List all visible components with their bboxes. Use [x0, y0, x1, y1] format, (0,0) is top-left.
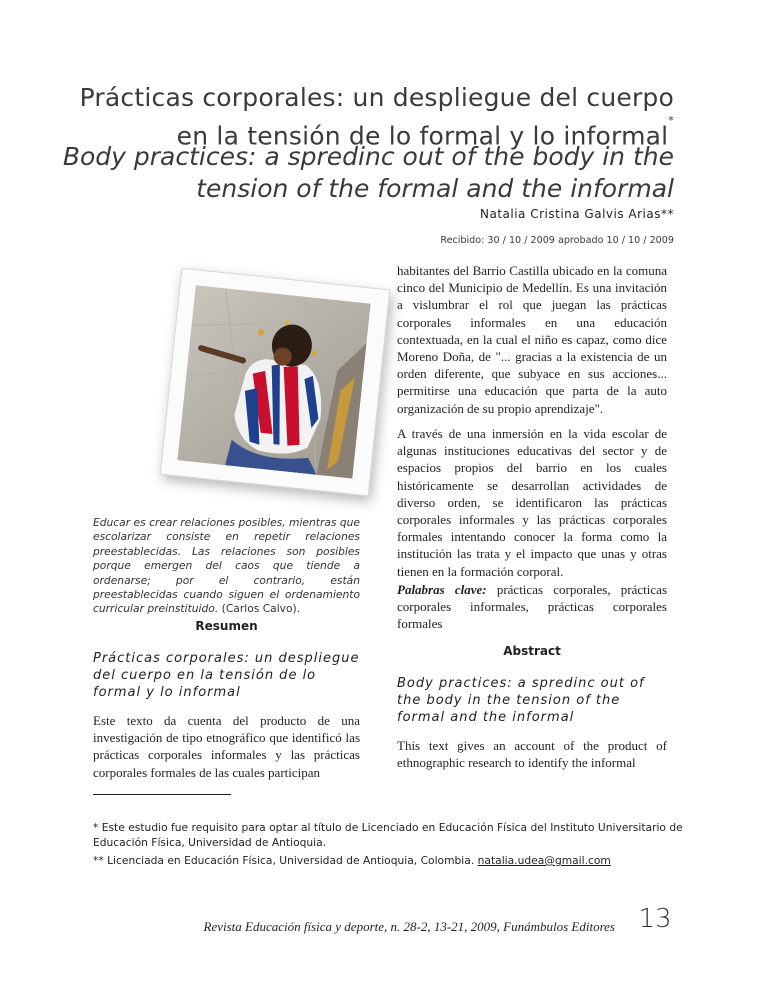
abstract-heading: Abstract [503, 644, 561, 658]
photo-polaroid-frame [160, 268, 391, 497]
title-footnote-marker: * [668, 114, 674, 127]
received-dates: Recibido: 30 / 10 / 2009 aprobado 10 / 10 / 2009 [440, 235, 674, 246]
page-number: 13 [638, 904, 672, 934]
keywords-list: prácticas corporales, prácticas corporales informales, prácticas corporales formales [397, 582, 667, 632]
body-paragraph-1: habitantes del Barrio Castilla ubicado en la comuna cinco del Municipio de Medellín. Es una invitación a vislumbrar el rol que juegan las prácticas corporales informales en una educación contextuada, en la cual el niño es capaz, como dice Moreno Doña, de "... gracias a la existencia de un orden diferente, que subyace en sus acciones... permitirse una educación que parta de la auto organización de su propio aprendizaje". [397, 263, 667, 416]
child-playing-photo [177, 285, 370, 478]
footnote-divider [93, 794, 231, 795]
resumen-heading: Resumen [195, 619, 258, 633]
footnote-2-text: ** Licenciada en Educación Física, Universidad de Antioquia, Colombia. [93, 854, 475, 867]
body-paragraph-2: A través de una inmersión en la vida escolar de algunas instituciones educativas del sector y de espacios propios del barrio en los cuales históricamente se desarrollan actividades de diverso orden, se identificaron las prácticas corporales informales y las prácticas corporales formales intentando conocer la forma como la institución las trata y el impacto que unas y otras tienen en la formación corporal. [397, 426, 667, 579]
keywords [397, 581, 667, 633]
child-playing-illustration [177, 285, 370, 478]
article-title-es-text: Prácticas corporales: un despliegue del cuerpo en la tensión de lo formal y lo informal [79, 83, 674, 151]
journal-reference: Revista Educación física y deporte, n. 28-2, 13-21, 2009, Funámbulos Editores [203, 919, 615, 934]
footnote-1: * Este estudio fue requisito para optar al título de Licenciado en Educación Física del Instituto Universitario de Educación Física, Universidad de Antioquia. [93, 821, 683, 849]
resumen-title: Prácticas corporales: un despliegue del cuerpo en la tensión de lo formal y lo informal [93, 651, 360, 700]
epigraph-author: (Carlos Calvo). [221, 602, 301, 616]
epigraph [93, 516, 360, 617]
abstract-body: This text gives an account of the product of ethnographic research to identify the informal [397, 738, 667, 771]
footnote-2 [93, 853, 693, 868]
epigraph-text: Educar es crear relaciones posibles, mientras que escolarizar consiste en repetir relaciones preestablecidas. Las relaciones son posibles porque emergen del caos que tiende a ordenarse; por el contrario, están preestablecidas cuando siguen el ordenamiento curricular preinstituido. [93, 516, 360, 616]
author-name: Natalia Cristina Galvis Arias** [479, 207, 674, 221]
author-email-link[interactable]: natalia.udea@gmail.com [477, 854, 611, 867]
keywords-label: Palabras clave: [397, 582, 487, 597]
article-title-en: Body practices: a spredinc out of the body in the tension of the formal and the informal [62, 142, 674, 203]
abstract-title: Body practices: a spredinc out of the body in the tension of the formal and the informal [397, 676, 645, 725]
resumen-body: Este texto da cuenta del producto de una investigación de tipo etnográfico que identificó las prácticas corporales informales y las prácticas corporales formales de las cuales participan [93, 713, 360, 780]
